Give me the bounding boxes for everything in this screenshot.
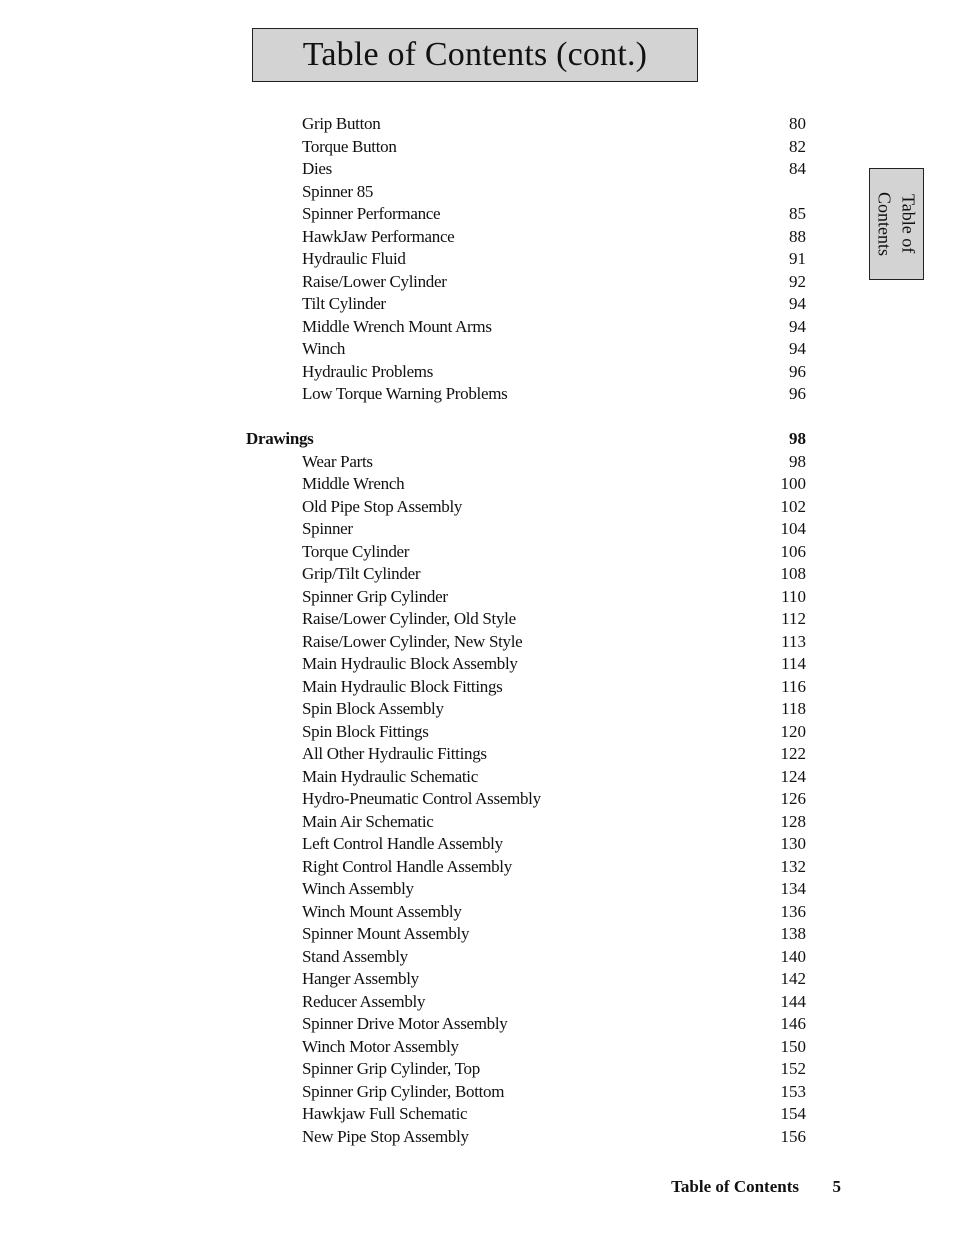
toc-entry-title: Middle Wrench Mount Arms bbox=[302, 316, 492, 336]
toc-entry[interactable] bbox=[0, 541, 954, 564]
toc-entry[interactable] bbox=[0, 653, 954, 676]
toc-entry-page: 102 bbox=[780, 496, 806, 516]
toc-entry-page: 94 bbox=[789, 316, 806, 336]
toc-entry[interactable] bbox=[0, 923, 954, 946]
toc-entry-page: 140 bbox=[780, 946, 806, 966]
toc-entry-page: 124 bbox=[780, 766, 806, 786]
toc-entry-title: Spinner Mount Assembly bbox=[302, 924, 470, 943]
toc-entry-title: Spin Block Assembly bbox=[302, 699, 444, 718]
toc-entry-page: 116 bbox=[781, 676, 806, 696]
toc-entry-page: 94 bbox=[789, 294, 806, 313]
toc-entry[interactable] bbox=[0, 293, 954, 316]
toc-entry[interactable] bbox=[0, 788, 954, 811]
toc-entry-title: Main Air Schematic bbox=[302, 811, 434, 831]
page-footer bbox=[0, 1176, 954, 1198]
toc-entry-page: 113 bbox=[781, 631, 806, 651]
toc-entry[interactable] bbox=[0, 743, 954, 766]
toc-entry-page: 132 bbox=[780, 856, 806, 876]
toc-entry-title: Hanger Assembly bbox=[302, 969, 419, 988]
toc-entry-page: 114 bbox=[781, 654, 806, 673]
toc-entry[interactable] bbox=[0, 946, 954, 969]
toc-entry-page: 136 bbox=[780, 901, 806, 921]
toc-entry-title: Tilt Cylinder bbox=[302, 294, 386, 313]
toc-entry-title: Hydro-Pneumatic Control Assembly bbox=[302, 789, 541, 808]
toc-entry-title: Spinner Drive Motor Assembly bbox=[302, 1014, 508, 1033]
toc-entry[interactable] bbox=[0, 586, 954, 609]
footer-label: Table of Contents bbox=[671, 1177, 799, 1196]
toc-entry[interactable] bbox=[0, 383, 954, 406]
toc-entry-page: 118 bbox=[781, 699, 806, 718]
toc-entry[interactable] bbox=[0, 203, 954, 226]
toc-entry-page: 152 bbox=[780, 1059, 806, 1078]
toc-entry-title: Spinner bbox=[302, 519, 353, 538]
toc-entry[interactable] bbox=[0, 1081, 954, 1104]
toc-entry-title: Spinner Grip Cylinder bbox=[302, 586, 448, 606]
toc-entry[interactable] bbox=[0, 361, 954, 384]
toc-entry-title: Raise/Lower Cylinder, Old Style bbox=[302, 609, 516, 628]
toc-entry-title: Winch bbox=[302, 339, 346, 358]
toc-entry[interactable] bbox=[0, 766, 954, 789]
page-title: Table of Contents (cont.) bbox=[302, 36, 648, 73]
toc-entry[interactable] bbox=[0, 496, 954, 519]
page-number: 5 bbox=[832, 1177, 841, 1196]
toc-entry-page: 85 bbox=[789, 204, 806, 223]
toc-entry[interactable] bbox=[0, 833, 954, 856]
toc-entry-page: 146 bbox=[780, 1014, 806, 1033]
toc-entry-page: 94 bbox=[789, 339, 806, 358]
toc-entry[interactable] bbox=[0, 271, 954, 294]
toc-entry-page: 80 bbox=[789, 114, 806, 133]
toc-entry-title: Reducer Assembly bbox=[302, 991, 426, 1011]
toc-entry-page: 138 bbox=[780, 924, 806, 943]
toc-entry-title: Left Control Handle Assembly bbox=[302, 834, 503, 853]
toc-entry[interactable] bbox=[0, 181, 954, 204]
toc-entry[interactable] bbox=[0, 1036, 954, 1059]
toc-entry-title: All Other Hydraulic Fittings bbox=[302, 744, 487, 763]
toc-entry-page: 108 bbox=[780, 564, 806, 583]
toc-entry-page: 100 bbox=[780, 474, 806, 493]
toc-entry-title: Low Torque Warning Problems bbox=[302, 384, 508, 403]
toc-entry-title: Grip Button bbox=[302, 114, 381, 133]
toc-entry[interactable] bbox=[0, 226, 954, 249]
toc-entry-page: 122 bbox=[780, 744, 806, 763]
toc-entry-title: Main Hydraulic Schematic bbox=[302, 766, 478, 786]
toc-entry[interactable] bbox=[0, 338, 954, 361]
toc-entry-page: 106 bbox=[780, 541, 806, 561]
toc-entry-title: Winch Mount Assembly bbox=[302, 901, 462, 921]
toc-entry-page: 112 bbox=[781, 609, 806, 628]
toc-entry[interactable] bbox=[0, 136, 954, 159]
toc-entry-page: 134 bbox=[780, 879, 806, 898]
toc-entry-page: 98 bbox=[789, 451, 806, 471]
toc-entry-title: Torque Cylinder bbox=[302, 541, 410, 561]
title-box bbox=[252, 28, 698, 82]
toc-entry-page: 88 bbox=[789, 226, 806, 246]
toc-entry-title: Dies bbox=[302, 159, 332, 178]
toc-entry[interactable] bbox=[0, 878, 954, 901]
toc-entry[interactable] bbox=[0, 316, 954, 339]
toc-entry[interactable] bbox=[0, 473, 954, 496]
toc-entry-page: 156 bbox=[780, 1126, 806, 1146]
toc-entry-page: 82 bbox=[789, 136, 806, 156]
toc-entry-page: 142 bbox=[780, 969, 806, 988]
toc-entry-title: Raise/Lower Cylinder, New Style bbox=[302, 631, 523, 651]
toc-entry-title: HawkJaw Performance bbox=[302, 226, 455, 246]
toc-entry-title: Torque Button bbox=[302, 136, 397, 156]
toc-entry-title: Hawkjaw Full Schematic bbox=[302, 1104, 468, 1123]
toc-entry[interactable] bbox=[0, 721, 954, 744]
toc-entry[interactable] bbox=[0, 631, 954, 654]
toc-entry-title: Hydraulic Problems bbox=[302, 361, 434, 381]
toc-entry-page: 96 bbox=[789, 384, 806, 403]
toc-entry-page: 91 bbox=[789, 249, 806, 268]
toc-entry-title: Stand Assembly bbox=[302, 946, 408, 966]
toc-entry-page: 84 bbox=[789, 159, 806, 178]
toc-entry-page: 128 bbox=[780, 811, 806, 831]
toc-entry-title: Spinner Performance bbox=[302, 204, 441, 223]
toc-entry-title: Right Control Handle Assembly bbox=[302, 856, 512, 876]
toc-entry-page: 154 bbox=[780, 1104, 806, 1123]
toc-entry[interactable] bbox=[0, 1103, 954, 1126]
toc-entry-title: Spinner Grip Cylinder, Bottom bbox=[302, 1081, 505, 1101]
toc-entry-page: 98 bbox=[789, 429, 806, 448]
toc-entry[interactable] bbox=[0, 811, 954, 834]
toc-entry-page: 96 bbox=[789, 361, 806, 381]
toc-entry-title: Spinner 85 bbox=[302, 181, 374, 201]
toc-section[interactable] bbox=[0, 428, 954, 451]
toc-entry[interactable] bbox=[0, 968, 954, 991]
toc-entry-title: Spinner Grip Cylinder, Top bbox=[302, 1059, 480, 1078]
toc-spacer bbox=[0, 406, 954, 429]
toc-entry[interactable] bbox=[0, 113, 954, 136]
toc-entry[interactable] bbox=[0, 563, 954, 586]
toc-entry-title: Drawings bbox=[246, 429, 314, 448]
toc-entry[interactable] bbox=[0, 1058, 954, 1081]
toc-entry[interactable] bbox=[0, 991, 954, 1014]
toc-entry[interactable] bbox=[0, 901, 954, 924]
toc-entry-title: Wear Parts bbox=[302, 451, 373, 471]
toc-entry[interactable] bbox=[0, 518, 954, 541]
toc-entry-title: Spin Block Fittings bbox=[302, 721, 429, 741]
toc-entry-title: Main Hydraulic Block Assembly bbox=[302, 654, 518, 673]
toc-entry-title: Winch Motor Assembly bbox=[302, 1036, 459, 1056]
toc-entry-page: 153 bbox=[780, 1081, 806, 1101]
toc-entry[interactable] bbox=[0, 1013, 954, 1036]
toc-entry-page: 144 bbox=[780, 991, 806, 1011]
toc-entry-page: 130 bbox=[780, 834, 806, 853]
toc-entry-page: 126 bbox=[780, 789, 806, 808]
toc-entry-title: Winch Assembly bbox=[302, 879, 414, 898]
toc-entry-title: Grip/Tilt Cylinder bbox=[302, 564, 421, 583]
toc-entry-title: New Pipe Stop Assembly bbox=[302, 1126, 469, 1146]
section-tab-label: Table of Contents bbox=[874, 191, 919, 256]
toc-entry[interactable] bbox=[0, 856, 954, 879]
toc-entry-title: Middle Wrench bbox=[302, 474, 405, 493]
toc-entry[interactable] bbox=[0, 608, 954, 631]
toc-entry[interactable] bbox=[0, 698, 954, 721]
toc-entry[interactable] bbox=[0, 676, 954, 699]
toc-entry[interactable] bbox=[0, 1126, 954, 1149]
toc-entry-title: Hydraulic Fluid bbox=[302, 249, 406, 268]
toc-entry-title: Raise/Lower Cylinder bbox=[302, 271, 447, 291]
toc-entry-page: 104 bbox=[780, 519, 806, 538]
toc-entry[interactable] bbox=[0, 451, 954, 474]
toc-entry[interactable] bbox=[0, 248, 954, 271]
toc-entry[interactable] bbox=[0, 158, 954, 181]
toc-entry-title: Old Pipe Stop Assembly bbox=[302, 496, 463, 516]
toc-entry-page: 92 bbox=[789, 271, 806, 291]
toc-entry-page: 150 bbox=[780, 1036, 806, 1056]
toc-entry-page: 120 bbox=[780, 721, 806, 741]
toc-entry-page: 110 bbox=[781, 586, 806, 606]
toc-entry-title: Main Hydraulic Block Fittings bbox=[302, 676, 503, 696]
